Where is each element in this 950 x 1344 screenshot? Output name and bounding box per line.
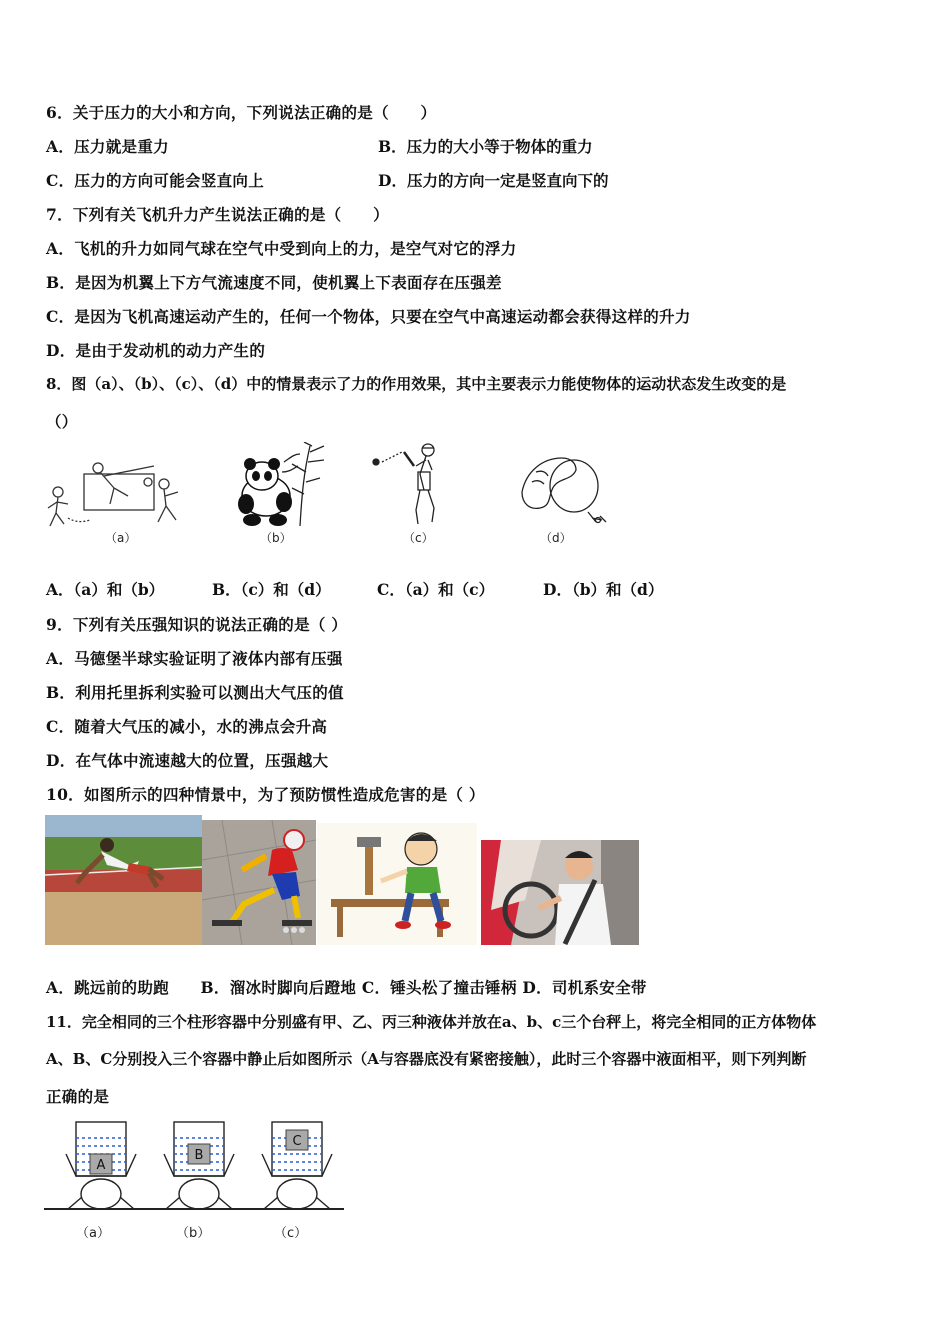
q9-option-b: B．利用托里拆利实验可以测出大气压的值: [46, 683, 344, 702]
q11-stem-line2: A、B、C分别投入三个容器中静止后如图所示（A与容器底没有紧密接触），此时三个容器中液面相平，则下列判断: [46, 1050, 807, 1068]
q7-option-b: B．是因为机翼上下方气流速度不同，使机翼上下表面存在压强差: [46, 273, 502, 292]
q8-caption-d: （d）: [540, 531, 572, 545]
q7-option-d: D．是由于发动机的动力产生的: [46, 341, 266, 360]
q8-caption-b: （b）: [260, 531, 292, 545]
q8-caption-c: （c）: [403, 531, 434, 545]
q10-photo-long-jump: [45, 815, 202, 945]
q10-photo-skating: [202, 820, 316, 945]
q10-options: A．跳远前的助跑 B．溜冰时脚向后蹬地 C．锤头松了撞击锤柄 D．司机系安全带: [46, 978, 647, 997]
q8-stem: 8．图（a）、（b）、（c）、（d）中的情景表示了力的作用效果，其中主要表示力能使物体的运动状态发生改变的是: [46, 375, 787, 393]
q8-figure-c: [368, 442, 448, 528]
q11-caption-b: （b）: [176, 1226, 211, 1241]
q7-stem: 7．下列有关飞机升力产生说法正确的是（ ）: [46, 205, 389, 224]
q8-option-a: A．（a）和（b）: [46, 580, 165, 599]
q8-option-d: D．（b）和（d）: [543, 580, 664, 599]
q10-photo-seatbelt: [481, 840, 639, 945]
scale-b: [164, 1122, 234, 1209]
q8-option-c: C．（a）和（c）: [377, 580, 495, 599]
q7-option-c: C．是因为飞机高速运动产生的，任何一个物体，只要在空气中高速运动都会获得这样的升力: [46, 307, 691, 326]
q8-figure-b: [222, 442, 332, 528]
q8-stem-paren: （）: [46, 412, 78, 431]
q9-option-a: A．马德堡半球实验证明了液体内部有压强: [46, 649, 343, 668]
q11-stem-line3: 正确的是: [46, 1087, 110, 1106]
q9-stem: 9．下列有关压强知识的说法正确的是（ ）: [46, 615, 348, 634]
q8-figure-a: [44, 458, 194, 530]
q6-option-d: D．压力的方向一定是竖直向下的: [378, 171, 609, 190]
q11-stem-line1: 11．完全相同的三个柱形容器中分别盛有甲、乙、丙三种液体并放在a、b、c三个台秤上，将完全相同的正方体物体: [46, 1013, 817, 1031]
q6-stem: 6．关于压力的大小和方向，下列说法正确的是（ ）: [46, 103, 437, 122]
block-a-label: A: [96, 1158, 106, 1173]
block-c-label: C: [292, 1134, 302, 1149]
q8-figure-d: [512, 452, 612, 528]
q8-caption-a: （a）: [105, 531, 137, 545]
q9-option-d: D．在气体中流速越大的位置，压强越大: [46, 751, 329, 770]
q11-caption-c: （c）: [274, 1226, 308, 1241]
q8-option-b: B．（c）和（d）: [212, 580, 331, 599]
q6-option-c: C．压力的方向可能会竖直向上: [46, 171, 265, 190]
q10-photo-hammer: [317, 823, 477, 945]
q6-option-b: B．压力的大小等于物体的重力: [378, 137, 593, 156]
q11-figure: [44, 1118, 344, 1218]
q10-stem: 10．如图所示的四种情景中，为了预防惯性造成危害的是（ ）: [46, 785, 485, 804]
q9-option-c: C．随着大气压的减小，水的沸点会升高: [46, 717, 328, 736]
q6-option-a: A．压力就是重力: [46, 137, 169, 156]
block-b-label: B: [194, 1148, 204, 1163]
q7-option-a: A．飞机的升力如同气球在空气中受到向上的力，是空气对它的浮力: [46, 239, 517, 258]
q11-caption-a: （a）: [76, 1226, 110, 1241]
